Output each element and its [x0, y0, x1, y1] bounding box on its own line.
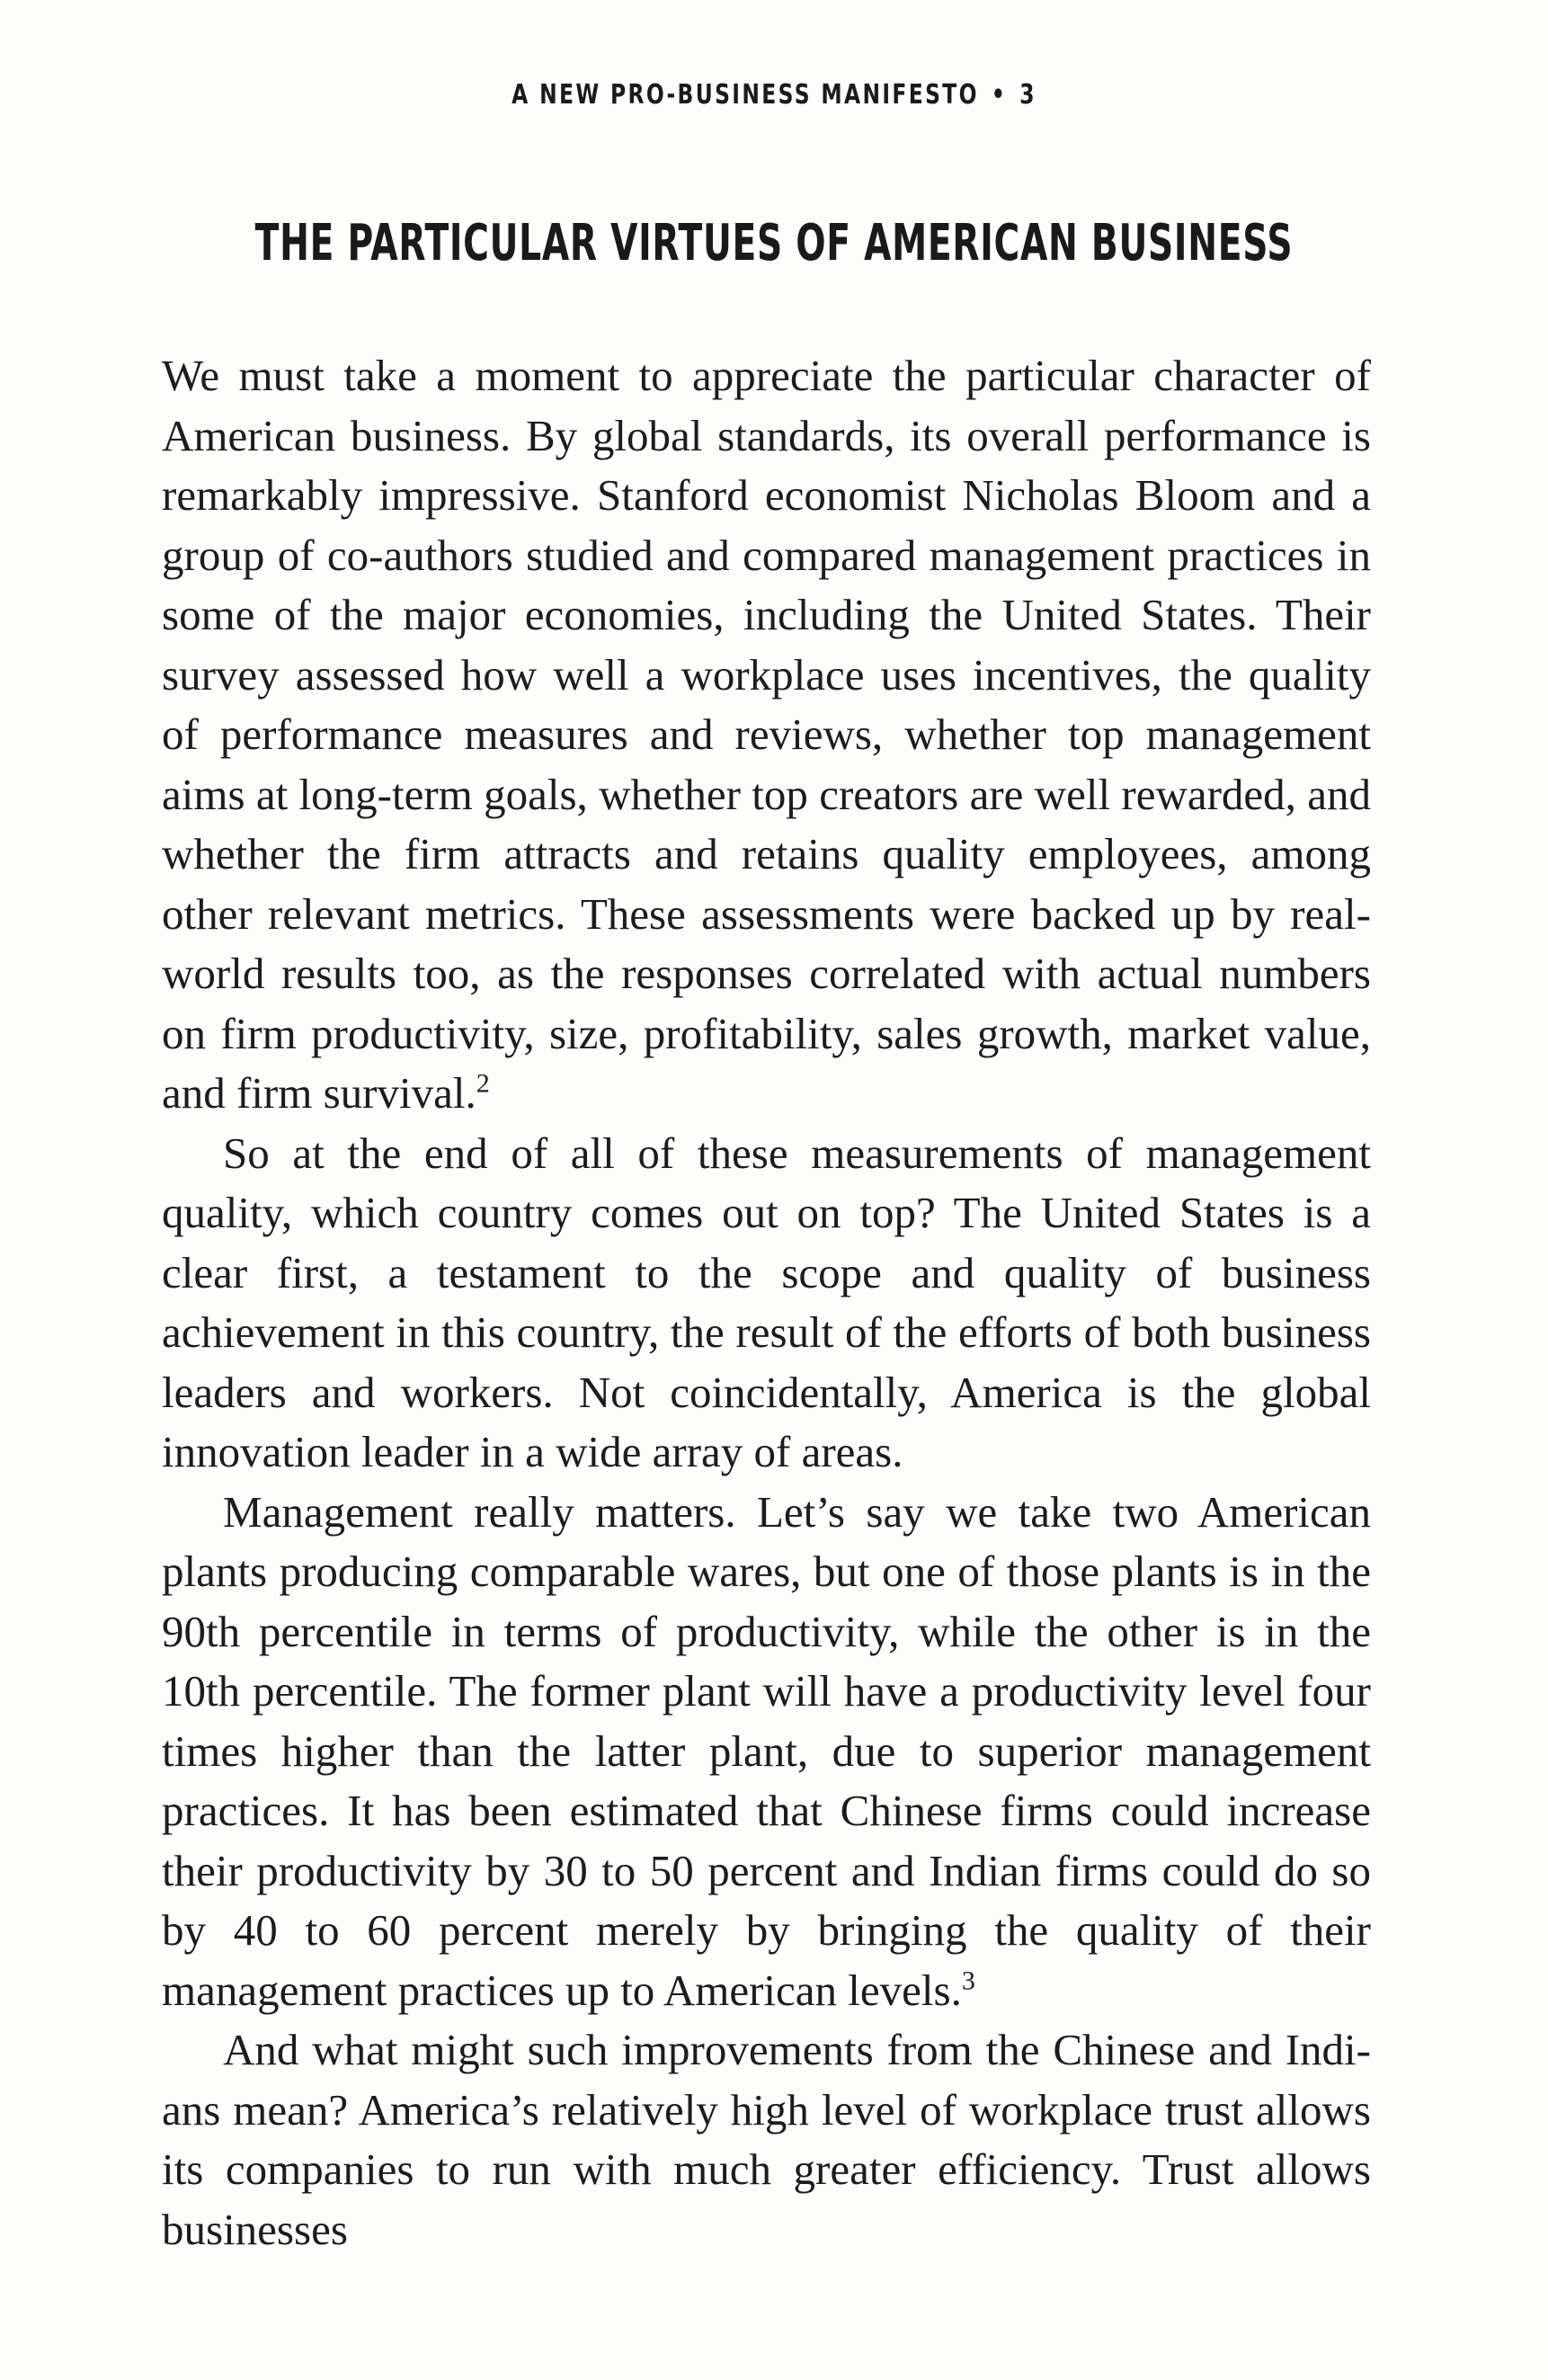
paragraph-2 — [162, 1124, 1371, 1483]
paragraph-1 — [162, 346, 1371, 1124]
paragraph-text: And what might such improvements from the Chinese and Indians mean? America’s relatively high level of workplace trust allows its companies to run with much greater efficiency. Trust allows businesses — [162, 2025, 1371, 2254]
footnote-marker[interactable]: 3 — [961, 1966, 975, 1996]
section-title: THE PARTICULAR VIRTUES OF AMERICAN BUSINESS — [254, 214, 1294, 272]
page-number: 3 — [1019, 79, 1036, 111]
footnote-marker[interactable]: 2 — [476, 1068, 490, 1099]
paragraph-text: We must take a moment to appreciate the particular character of American business. By global standards, its overall performance is remarkably impressive. Stanford economist Nicholas Bloom and a group of co-authors studied and compared management practices in some of the major economies, including the United States. Their survey assessed how well a workplace uses incentives, the quality of performance measures and reviews, whether top management aims at long-term goals, whether top creators are well rewarded, and whether the firm attracts and retains quality employees, among other relevant metrics. These assessments were backed up by real-world results too, as the responses correlated with actual numbers on firm productivity, size, profitability, sales growth, market value, and firm survival. — [162, 351, 1371, 1118]
paragraph-4 — [162, 2020, 1371, 2260]
header-separator: • — [991, 79, 1008, 111]
running-header — [170, 79, 1377, 111]
paragraph-3 — [162, 1483, 1371, 2021]
body-text — [162, 346, 1371, 2260]
running-title: A NEW PRO-BUSINESS MANIFESTO — [512, 79, 979, 111]
paragraph-text: Management really matters. Let’s say we take two American plants producing comparable wares, but one of those plants is in the 90th percentile in terms of productivity, while the other is in the 10th percentile. The former plant will have a productivity level four times higher than the latter plant, due to superior management practices. It has been estimated that Chinese firms could increase their productivity by 30 to 50 percent and Indian firms could do so by 40 to 60 percent merely by bringing the quality of their management practices up to American levels. — [162, 1486, 1371, 2015]
paragraph-text: So at the end of all of these measurements of management quality, which country comes out on top? The United States is a clear first, a testament to the scope and quality of business achievement in this country, the result of the efforts of both business leaders and workers. Not coincidentally, America is the global innovation leader in a wide array of areas. — [162, 1128, 1371, 1476]
